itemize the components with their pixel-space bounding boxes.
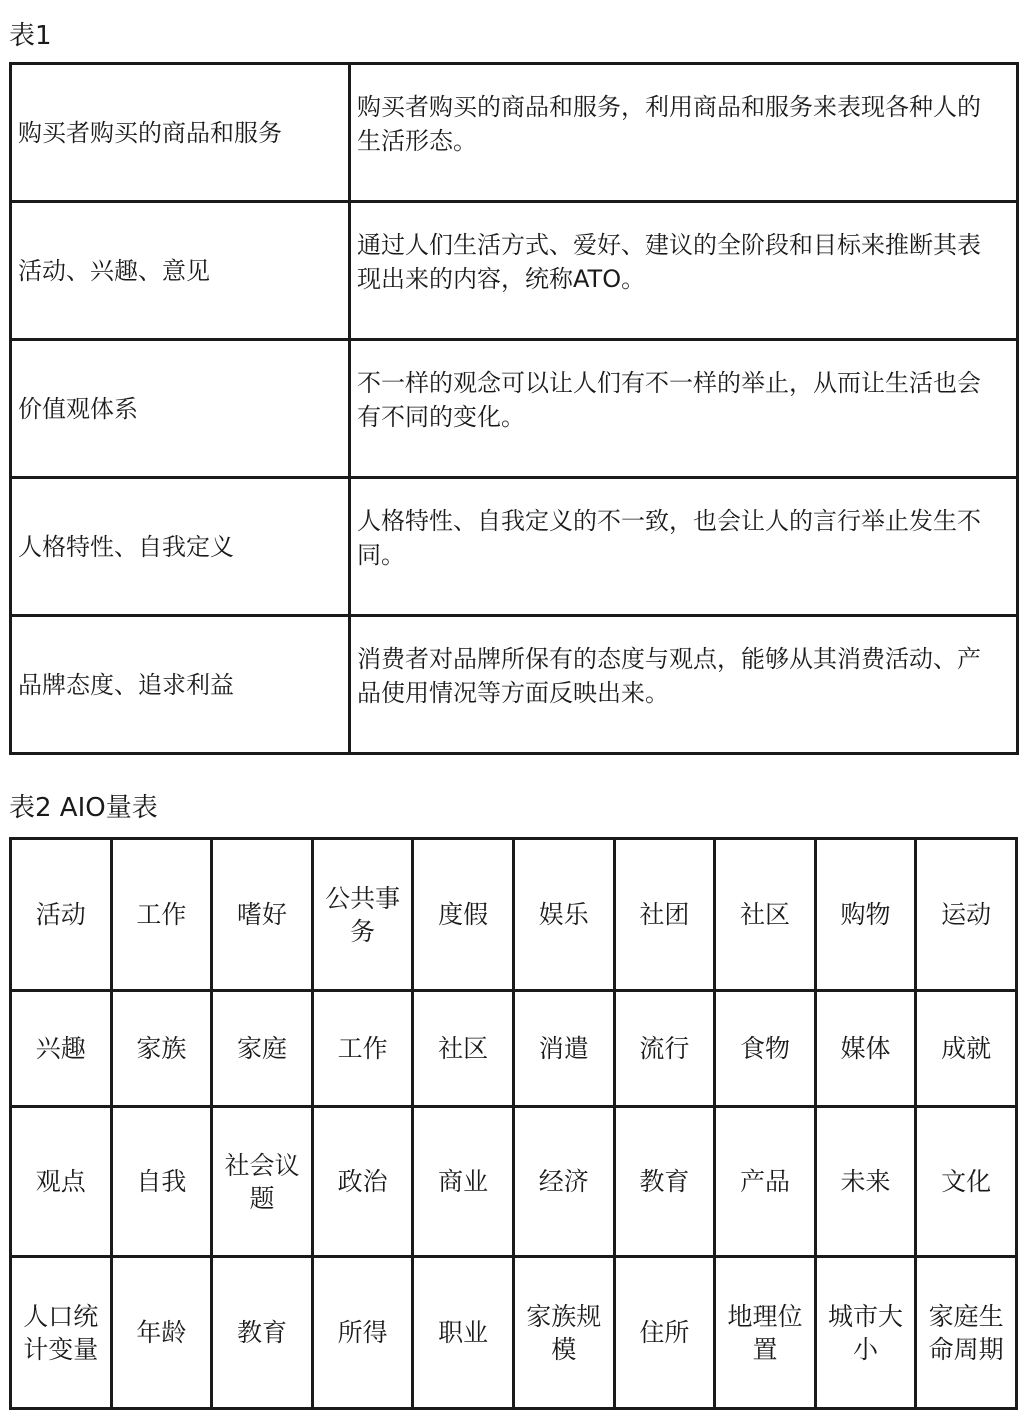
table-cell: 家庭 — [212, 991, 313, 1107]
table-cell: 家族 — [111, 991, 212, 1107]
table-cell: 娱乐 — [513, 839, 614, 991]
table-row — [11, 478, 1018, 616]
table-cell: 教育 — [614, 1107, 715, 1257]
row-header-cell: 兴趣 — [11, 991, 112, 1107]
table-row — [11, 839, 1017, 991]
table-cell: 家族规模 — [513, 1257, 614, 1409]
table-cell: 度假 — [413, 839, 514, 991]
table-cell: 媒体 — [815, 991, 916, 1107]
row-key: 活动、兴趣、意见 — [11, 202, 350, 340]
table-cell: 社区 — [413, 991, 514, 1107]
table-cell: 嗜好 — [212, 839, 313, 991]
table-cell: 社会议题 — [212, 1107, 313, 1257]
table-row — [11, 616, 1018, 754]
table-cell: 经济 — [513, 1107, 614, 1257]
row-description: 不一样的观念可以让人们有不一样的举止，从而让生活也会有不同的变化。 — [350, 340, 1018, 478]
row-description: 购买者购买的商品和服务，利用商品和服务来表现各种人的生活形态。 — [350, 64, 1018, 202]
row-key: 人格特性、自我定义 — [11, 478, 350, 616]
table-1-caption: 表1 — [9, 21, 52, 51]
table-cell: 所得 — [312, 1257, 413, 1409]
table-cell: 年龄 — [111, 1257, 212, 1409]
table-cell: 政治 — [312, 1107, 413, 1257]
table-cell: 教育 — [212, 1257, 313, 1409]
table-cell: 成就 — [916, 991, 1017, 1107]
table-cell: 产品 — [715, 1107, 816, 1257]
table-cell: 运动 — [916, 839, 1017, 991]
row-header-cell: 观点 — [11, 1107, 112, 1257]
row-description: 消费者对品牌所保有的态度与观点，能够从其消费活动、产品使用情况等方面反映出来。 — [350, 616, 1018, 754]
table-cell: 消遣 — [513, 991, 614, 1107]
table-cell: 工作 — [312, 991, 413, 1107]
table-cell: 购物 — [815, 839, 916, 991]
aio-scale-table — [9, 837, 1018, 1410]
table-cell: 工作 — [111, 839, 212, 991]
table-row — [11, 1107, 1017, 1257]
row-description: 通过人们生活方式、爱好、建议的全阶段和目标来推断其表现出来的内容，统称ATO。 — [350, 202, 1018, 340]
table-cell: 城市大小 — [815, 1257, 916, 1409]
row-key: 品牌态度、追求利益 — [11, 616, 350, 754]
table-cell: 食物 — [715, 991, 816, 1107]
table-cell: 商业 — [413, 1107, 514, 1257]
row-header-cell: 活动 — [11, 839, 112, 991]
table-cell: 流行 — [614, 991, 715, 1107]
table-cell: 公共事务 — [312, 839, 413, 991]
table-cell: 自我 — [111, 1107, 212, 1257]
lifestyle-table — [9, 62, 1019, 755]
table-row — [11, 340, 1018, 478]
table-cell: 家庭生命周期 — [916, 1257, 1017, 1409]
row-header-cell: 人口统计变量 — [11, 1257, 112, 1409]
table-cell: 职业 — [413, 1257, 514, 1409]
table-cell: 未来 — [815, 1107, 916, 1257]
table-cell: 住所 — [614, 1257, 715, 1409]
row-description: 人格特性、自我定义的不一致，也会让人的言行举止发生不同。 — [350, 478, 1018, 616]
table-2-caption: 表2 AIO量表 — [9, 793, 158, 823]
table-row — [11, 202, 1018, 340]
table-row — [11, 991, 1017, 1107]
table-cell: 社区 — [715, 839, 816, 991]
table-row — [11, 64, 1018, 202]
table-row — [11, 1257, 1017, 1409]
table-cell: 文化 — [916, 1107, 1017, 1257]
row-key: 价值观体系 — [11, 340, 350, 478]
table-cell: 地理位置 — [715, 1257, 816, 1409]
row-key: 购买者购买的商品和服务 — [11, 64, 350, 202]
table-cell: 社团 — [614, 839, 715, 991]
